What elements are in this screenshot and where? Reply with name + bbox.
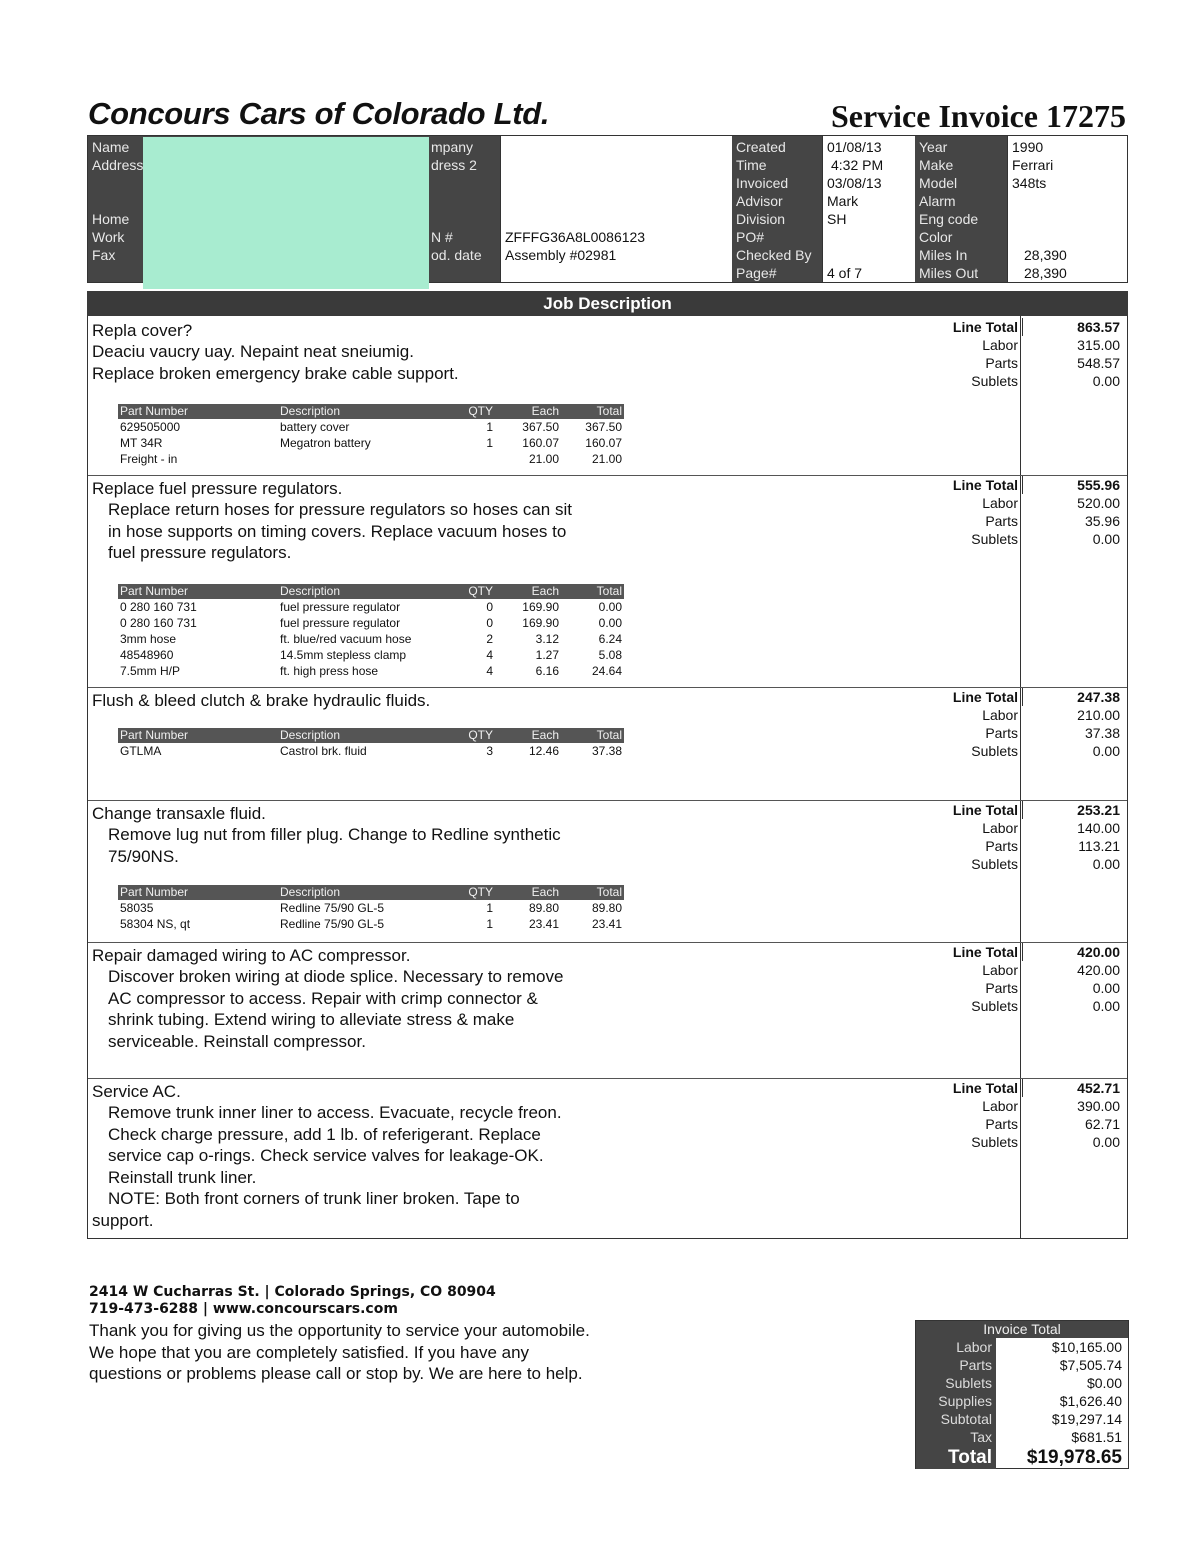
job-detail-line: Check charge pressure, add 1 lb. of referigerant. Replace bbox=[108, 1124, 541, 1144]
line-total-label: Line Total bbox=[952, 477, 1018, 493]
col-description: Description bbox=[280, 404, 341, 418]
table-cell: 1 bbox=[486, 901, 493, 915]
labor-label: Labor bbox=[982, 1098, 1018, 1114]
table-cell: 89.80 bbox=[591, 901, 622, 915]
invoice-total-title: Invoice Total bbox=[916, 1321, 1128, 1338]
labor-value: 315.00 bbox=[1077, 337, 1120, 353]
table-cell: 23.41 bbox=[528, 917, 559, 931]
parts-value: 0.00 bbox=[1092, 980, 1120, 996]
shop-contact: 719-473-6288 | www.concourscars.com bbox=[89, 1301, 398, 1317]
label-fax: Fax bbox=[92, 247, 116, 263]
invoice-title: Service Invoice 17275 bbox=[830, 98, 1126, 134]
table-cell: 89.80 bbox=[528, 901, 559, 915]
line-total-label: Line Total bbox=[952, 689, 1018, 705]
table-cell: 21.00 bbox=[528, 452, 559, 466]
job-detail-line: in hose supports on timing covers. Replace vacuum hoses to bbox=[108, 521, 567, 541]
label-created: Created bbox=[736, 139, 786, 155]
label-company: mpany bbox=[431, 139, 474, 155]
parts-table bbox=[118, 885, 624, 932]
col-each: Each bbox=[531, 584, 559, 598]
invoice-total-label: Supplies bbox=[916, 1392, 996, 1410]
sublets-value: 0.00 bbox=[1092, 373, 1120, 389]
table-cell: MT 34R bbox=[120, 436, 163, 450]
job-totals bbox=[938, 318, 1120, 390]
table-cell: 6.24 bbox=[598, 632, 622, 646]
table-cell: 4 bbox=[486, 648, 493, 662]
job-detail-line: Remove trunk inner liner to access. Evacuate, recycle freon. bbox=[108, 1103, 562, 1122]
job-totals bbox=[938, 1079, 1120, 1151]
col-description: Description bbox=[280, 584, 341, 598]
label-make: Make bbox=[919, 157, 954, 173]
line-total-label: Line Total bbox=[952, 802, 1018, 818]
label-miles-in: Miles In bbox=[919, 247, 968, 263]
table-cell: 1 bbox=[486, 917, 493, 931]
job-totals bbox=[938, 943, 1120, 1015]
labor-label: Labor bbox=[982, 337, 1018, 353]
make-value: Ferrari bbox=[1012, 157, 1054, 173]
shop-address: 2414 W Cucharras St. | Colorado Springs, CO 80904 bbox=[89, 1284, 496, 1300]
label-page: Page# bbox=[736, 265, 777, 281]
line-total-label: Line Total bbox=[952, 944, 1018, 960]
job-totals bbox=[938, 801, 1120, 873]
table-cell: 37.38 bbox=[591, 744, 622, 758]
invoice-total-label: Subtotal bbox=[916, 1410, 996, 1428]
table-cell: 0.00 bbox=[598, 600, 622, 614]
line-total-value: 247.38 bbox=[1077, 689, 1120, 705]
invoiced-value: 03/08/13 bbox=[827, 175, 882, 191]
col-qty: QTY bbox=[468, 404, 493, 418]
page-value: 4 of 7 bbox=[827, 265, 863, 281]
table-row bbox=[118, 916, 624, 932]
invoice-total-row bbox=[916, 1374, 1128, 1392]
invoice-total-value: $7,505.74 bbox=[1059, 1357, 1122, 1373]
vin-value: ZFFFG36A8L0086123 bbox=[505, 229, 646, 245]
order-labels bbox=[732, 136, 822, 282]
table-row bbox=[118, 599, 624, 615]
col-total: Total bbox=[596, 885, 622, 899]
job-detail-line: support. bbox=[92, 1210, 154, 1230]
sublets-value: 0.00 bbox=[1092, 998, 1120, 1014]
job-detail-line: Reinstall trunk liner. bbox=[108, 1167, 257, 1187]
thank-you-note bbox=[89, 1320, 649, 1385]
table-cell: Redline 75/90 GL-5 bbox=[280, 917, 385, 931]
table-row bbox=[118, 615, 624, 631]
label-address: Address bbox=[92, 157, 144, 173]
table-cell: 3mm hose bbox=[120, 632, 177, 646]
labor-label: Labor bbox=[982, 495, 1018, 511]
table-cell: 21.00 bbox=[591, 452, 622, 466]
sublets-label: Sublets bbox=[971, 373, 1018, 389]
vehicle-values bbox=[1007, 136, 1127, 282]
line-total-value: 555.96 bbox=[1077, 477, 1120, 493]
job-totals bbox=[938, 476, 1120, 548]
invoice-total-value: $1,626.40 bbox=[1059, 1393, 1122, 1409]
col-description: Description bbox=[280, 885, 341, 899]
labor-label: Labor bbox=[982, 707, 1018, 723]
table-cell: 1 bbox=[486, 436, 493, 450]
labor-value: 140.00 bbox=[1077, 820, 1120, 836]
labor-label: Labor bbox=[982, 820, 1018, 836]
invoice-total-value: $19,297.14 bbox=[1051, 1411, 1122, 1427]
grand-total-label: Total bbox=[916, 1446, 996, 1469]
job-detail-line: Remove lug nut from filler plug. Change to Redline synthetic bbox=[108, 825, 561, 844]
company-name: Concours Cars of Colorado Ltd. bbox=[88, 96, 550, 131]
col-each: Each bbox=[531, 728, 559, 742]
table-cell: 2 bbox=[486, 632, 493, 646]
parts-value: 548.57 bbox=[1077, 355, 1120, 371]
table-row bbox=[118, 419, 624, 435]
parts-table-header bbox=[118, 404, 624, 419]
job-item bbox=[88, 943, 1127, 1079]
invoice-total-label: Sublets bbox=[916, 1374, 996, 1392]
invoice-total-label: Labor bbox=[916, 1338, 996, 1356]
line-total-value: 452.71 bbox=[1077, 1080, 1120, 1096]
table-cell: Castrol brk. fluid bbox=[280, 744, 367, 758]
invoice-total-label: Parts bbox=[916, 1356, 996, 1374]
col-part-number: Part Number bbox=[120, 728, 189, 742]
labor-value: 210.00 bbox=[1077, 707, 1120, 723]
col-total: Total bbox=[596, 584, 622, 598]
job-item bbox=[88, 801, 1127, 943]
sublets-label: Sublets bbox=[971, 743, 1018, 759]
sublets-label: Sublets bbox=[971, 856, 1018, 872]
parts-value: 62.71 bbox=[1084, 1116, 1120, 1132]
table-row bbox=[118, 900, 624, 916]
job-title: Repla cover? bbox=[92, 321, 193, 340]
label-eng-code: Eng code bbox=[919, 211, 979, 227]
col-qty: QTY bbox=[468, 584, 493, 598]
col-part-number: Part Number bbox=[120, 404, 189, 418]
job-item bbox=[88, 318, 1127, 476]
label-po: PO# bbox=[736, 229, 765, 245]
job-item bbox=[88, 476, 1127, 688]
invoice-total-box bbox=[915, 1320, 1129, 1469]
shop-address-block bbox=[89, 1284, 496, 1318]
job-detail-line: AC compressor to access. Repair with crimp connector & bbox=[108, 988, 538, 1008]
parts-value: 35.96 bbox=[1084, 513, 1120, 529]
table-row bbox=[118, 663, 624, 679]
line-total-label: Line Total bbox=[952, 1080, 1018, 1096]
table-cell: 160.07 bbox=[585, 436, 622, 450]
parts-label: Parts bbox=[985, 980, 1018, 996]
job-detail-line: Deaciu vaucry uay. Nepaint neat sneiumig. bbox=[92, 342, 414, 361]
division-value: SH bbox=[827, 211, 847, 227]
invoice-total-row bbox=[916, 1428, 1128, 1446]
label-color: Color bbox=[919, 229, 953, 245]
invoice-total-label: Tax bbox=[916, 1428, 996, 1446]
col-each: Each bbox=[531, 404, 559, 418]
table-cell: 5.08 bbox=[598, 648, 622, 662]
miles-out-value: 28,390 bbox=[1024, 265, 1067, 281]
label-miles-out: Miles Out bbox=[919, 265, 979, 281]
job-totals bbox=[938, 688, 1120, 760]
label-vin: N # bbox=[431, 229, 453, 245]
job-item bbox=[88, 688, 1127, 801]
invoice-total-row bbox=[916, 1410, 1128, 1428]
table-row bbox=[118, 647, 624, 663]
label-prod-date: od. date bbox=[431, 247, 482, 263]
table-cell: 629505000 bbox=[120, 420, 181, 434]
job-details bbox=[92, 824, 632, 867]
line-total-label: Line Total bbox=[952, 319, 1018, 335]
job-detail-line: Replace return hoses for pressure regulators so hoses can sit bbox=[108, 500, 572, 519]
job-details bbox=[92, 1102, 632, 1231]
table-cell: Megatron battery bbox=[280, 436, 371, 450]
labor-value: 390.00 bbox=[1077, 1098, 1120, 1114]
job-title: Repair damaged wiring to AC compressor. bbox=[92, 946, 411, 965]
invoice-total-row bbox=[916, 1356, 1128, 1374]
sublets-value: 0.00 bbox=[1092, 1134, 1120, 1150]
parts-table-header bbox=[118, 885, 624, 900]
parts-table bbox=[118, 404, 624, 467]
job-description-header: Job Description bbox=[87, 291, 1128, 316]
table-cell: ft. high press hose bbox=[280, 664, 379, 678]
table-cell: 24.64 bbox=[591, 664, 622, 678]
job-title: Replace fuel pressure regulators. bbox=[92, 479, 343, 498]
year-value: 1990 bbox=[1012, 139, 1044, 155]
col-qty: QTY bbox=[468, 728, 493, 742]
sublets-label: Sublets bbox=[971, 531, 1018, 547]
parts-label: Parts bbox=[985, 513, 1018, 529]
table-cell: fuel pressure regulator bbox=[280, 600, 401, 614]
label-year: Year bbox=[919, 139, 948, 155]
table-cell: 0.00 bbox=[598, 616, 622, 630]
label-advisor: Advisor bbox=[736, 193, 783, 209]
label-work: Work bbox=[92, 229, 125, 245]
parts-label: Parts bbox=[985, 1116, 1018, 1132]
label-home: Home bbox=[92, 211, 130, 227]
col-each: Each bbox=[531, 885, 559, 899]
job-detail-line: serviceable. Reinstall compressor. bbox=[108, 1031, 366, 1051]
miles-in-value: 28,390 bbox=[1024, 247, 1067, 263]
parts-table-header bbox=[118, 728, 624, 743]
table-cell: 58304 NS, qt bbox=[120, 917, 191, 931]
parts-table bbox=[118, 728, 624, 759]
table-row bbox=[118, 631, 624, 647]
table-cell: 169.90 bbox=[522, 616, 559, 630]
parts-table-header bbox=[118, 584, 624, 599]
col-description: Description bbox=[280, 728, 341, 742]
table-cell: Freight - in bbox=[120, 452, 178, 466]
job-item bbox=[88, 1079, 1127, 1239]
labor-value: 420.00 bbox=[1077, 962, 1120, 978]
invoice-total-row bbox=[916, 1338, 1128, 1356]
table-cell: GTLMA bbox=[120, 744, 162, 758]
invoice-total-row bbox=[916, 1392, 1128, 1410]
job-detail-line: Replace broken emergency brake cable support. bbox=[92, 363, 459, 383]
table-cell: 0 bbox=[486, 616, 493, 630]
table-cell: 12.46 bbox=[528, 744, 559, 758]
job-details bbox=[92, 499, 632, 564]
col-part-number: Part Number bbox=[120, 885, 189, 899]
job-detail-line: shrink tubing. Extend wiring to alleviate stress & make bbox=[108, 1010, 515, 1029]
col-part-number: Part Number bbox=[120, 584, 189, 598]
table-cell: ft. blue/red vacuum hose bbox=[280, 632, 412, 646]
table-cell: battery cover bbox=[280, 420, 350, 434]
table-row bbox=[118, 435, 624, 451]
job-title: Service AC. bbox=[92, 1082, 181, 1101]
job-details bbox=[92, 966, 632, 1052]
table-row bbox=[118, 743, 624, 759]
parts-label: Parts bbox=[985, 355, 1018, 371]
thank-you-line: Thank you for giving us the opportunity to service your automobile. bbox=[89, 1321, 590, 1340]
created-value: 01/08/13 bbox=[827, 139, 882, 155]
table-cell: 4 bbox=[486, 664, 493, 678]
label-alarm: Alarm bbox=[919, 193, 956, 209]
table-cell: 3 bbox=[486, 744, 493, 758]
label-address-2: dress 2 bbox=[431, 157, 477, 173]
labor-label: Labor bbox=[982, 962, 1018, 978]
job-detail-line: NOTE: Both front corners of trunk liner broken. Tape to bbox=[108, 1189, 520, 1208]
vehicle-labels bbox=[915, 136, 1007, 282]
customer-labels bbox=[88, 136, 145, 282]
table-cell: 0 bbox=[486, 600, 493, 614]
job-details bbox=[92, 341, 632, 384]
invoice-total-value: $0.00 bbox=[1086, 1375, 1122, 1391]
order-values bbox=[822, 136, 915, 282]
grand-total-row bbox=[916, 1446, 1128, 1469]
thank-you-line: questions or problems please call or stop by. We are here to help. bbox=[89, 1364, 583, 1383]
table-cell: fuel pressure regulator bbox=[280, 616, 401, 630]
advisor-value: Mark bbox=[827, 193, 859, 209]
sublets-label: Sublets bbox=[971, 1134, 1018, 1150]
table-cell: 14.5mm stepless clamp bbox=[280, 648, 407, 662]
table-cell: 1.27 bbox=[535, 648, 559, 662]
table-cell: 169.90 bbox=[522, 600, 559, 614]
table-cell: 6.16 bbox=[535, 664, 559, 678]
table-cell: 58035 bbox=[120, 901, 154, 915]
sublets-value: 0.00 bbox=[1092, 531, 1120, 547]
parts-label: Parts bbox=[985, 725, 1018, 741]
job-detail-line: service cap o-rings. Check service valves for leakage-OK. bbox=[108, 1146, 544, 1165]
vehicle-id-values bbox=[500, 136, 732, 282]
assembly-value: Assembly #02981 bbox=[505, 247, 617, 263]
grand-total-value: $19,978.65 bbox=[1026, 1447, 1122, 1468]
label-invoiced: Invoiced bbox=[736, 175, 789, 191]
thank-you-line: We hope that you are completely satisfied. If you have any bbox=[89, 1342, 530, 1362]
model-value: 348ts bbox=[1012, 175, 1047, 191]
invoice-total-value: $681.51 bbox=[1071, 1429, 1122, 1445]
labor-value: 520.00 bbox=[1077, 495, 1120, 511]
sublets-value: 0.00 bbox=[1092, 856, 1120, 872]
label-division: Division bbox=[736, 211, 786, 227]
parts-value: 37.38 bbox=[1084, 725, 1120, 741]
sublets-label: Sublets bbox=[971, 998, 1018, 1014]
table-row bbox=[118, 451, 624, 467]
col-total: Total bbox=[596, 728, 622, 742]
parts-table bbox=[118, 584, 624, 679]
job-title: Flush & bleed clutch & brake hydraulic fluids. bbox=[92, 691, 431, 710]
label-name: Name bbox=[92, 139, 130, 155]
col-total: Total bbox=[596, 404, 622, 418]
table-cell bbox=[460, 451, 493, 467]
table-cell: 0 280 160 731 bbox=[120, 616, 197, 630]
table-cell: Redline 75/90 GL-5 bbox=[280, 901, 385, 915]
col-qty: QTY bbox=[468, 885, 493, 899]
label-checked-by: Checked By bbox=[736, 247, 812, 263]
table-cell: 0 280 160 731 bbox=[120, 600, 197, 614]
time-value: 4:32 PM bbox=[831, 157, 884, 173]
parts-label: Parts bbox=[985, 838, 1018, 854]
line-total-value: 420.00 bbox=[1077, 944, 1120, 960]
line-total-value: 253.21 bbox=[1077, 802, 1120, 818]
table-cell: 48548960 bbox=[120, 648, 174, 662]
table-cell: 23.41 bbox=[591, 917, 622, 931]
line-total-value: 863.57 bbox=[1077, 319, 1120, 335]
label-model: Model bbox=[919, 175, 958, 191]
table-cell: 1 bbox=[486, 420, 493, 434]
table-cell: 7.5mm H/P bbox=[120, 664, 181, 678]
invoice-total-value: $10,165.00 bbox=[1051, 1339, 1122, 1355]
job-detail-line: fuel pressure regulators. bbox=[108, 543, 292, 562]
sublets-value: 0.00 bbox=[1092, 743, 1120, 759]
table-cell: 160.07 bbox=[522, 436, 559, 450]
job-title: Change transaxle fluid. bbox=[92, 804, 266, 823]
redaction-patch bbox=[143, 137, 429, 289]
table-cell: 367.50 bbox=[522, 420, 559, 434]
parts-value: 113.21 bbox=[1078, 838, 1120, 854]
label-time: Time bbox=[736, 157, 767, 173]
table-cell bbox=[280, 451, 460, 467]
job-detail-line: 75/90NS. bbox=[108, 846, 179, 866]
table-cell: 367.50 bbox=[585, 420, 622, 434]
job-detail-line: Discover broken wiring at diode splice. Necessary to remove bbox=[108, 967, 564, 986]
table-cell: 3.12 bbox=[535, 632, 559, 646]
